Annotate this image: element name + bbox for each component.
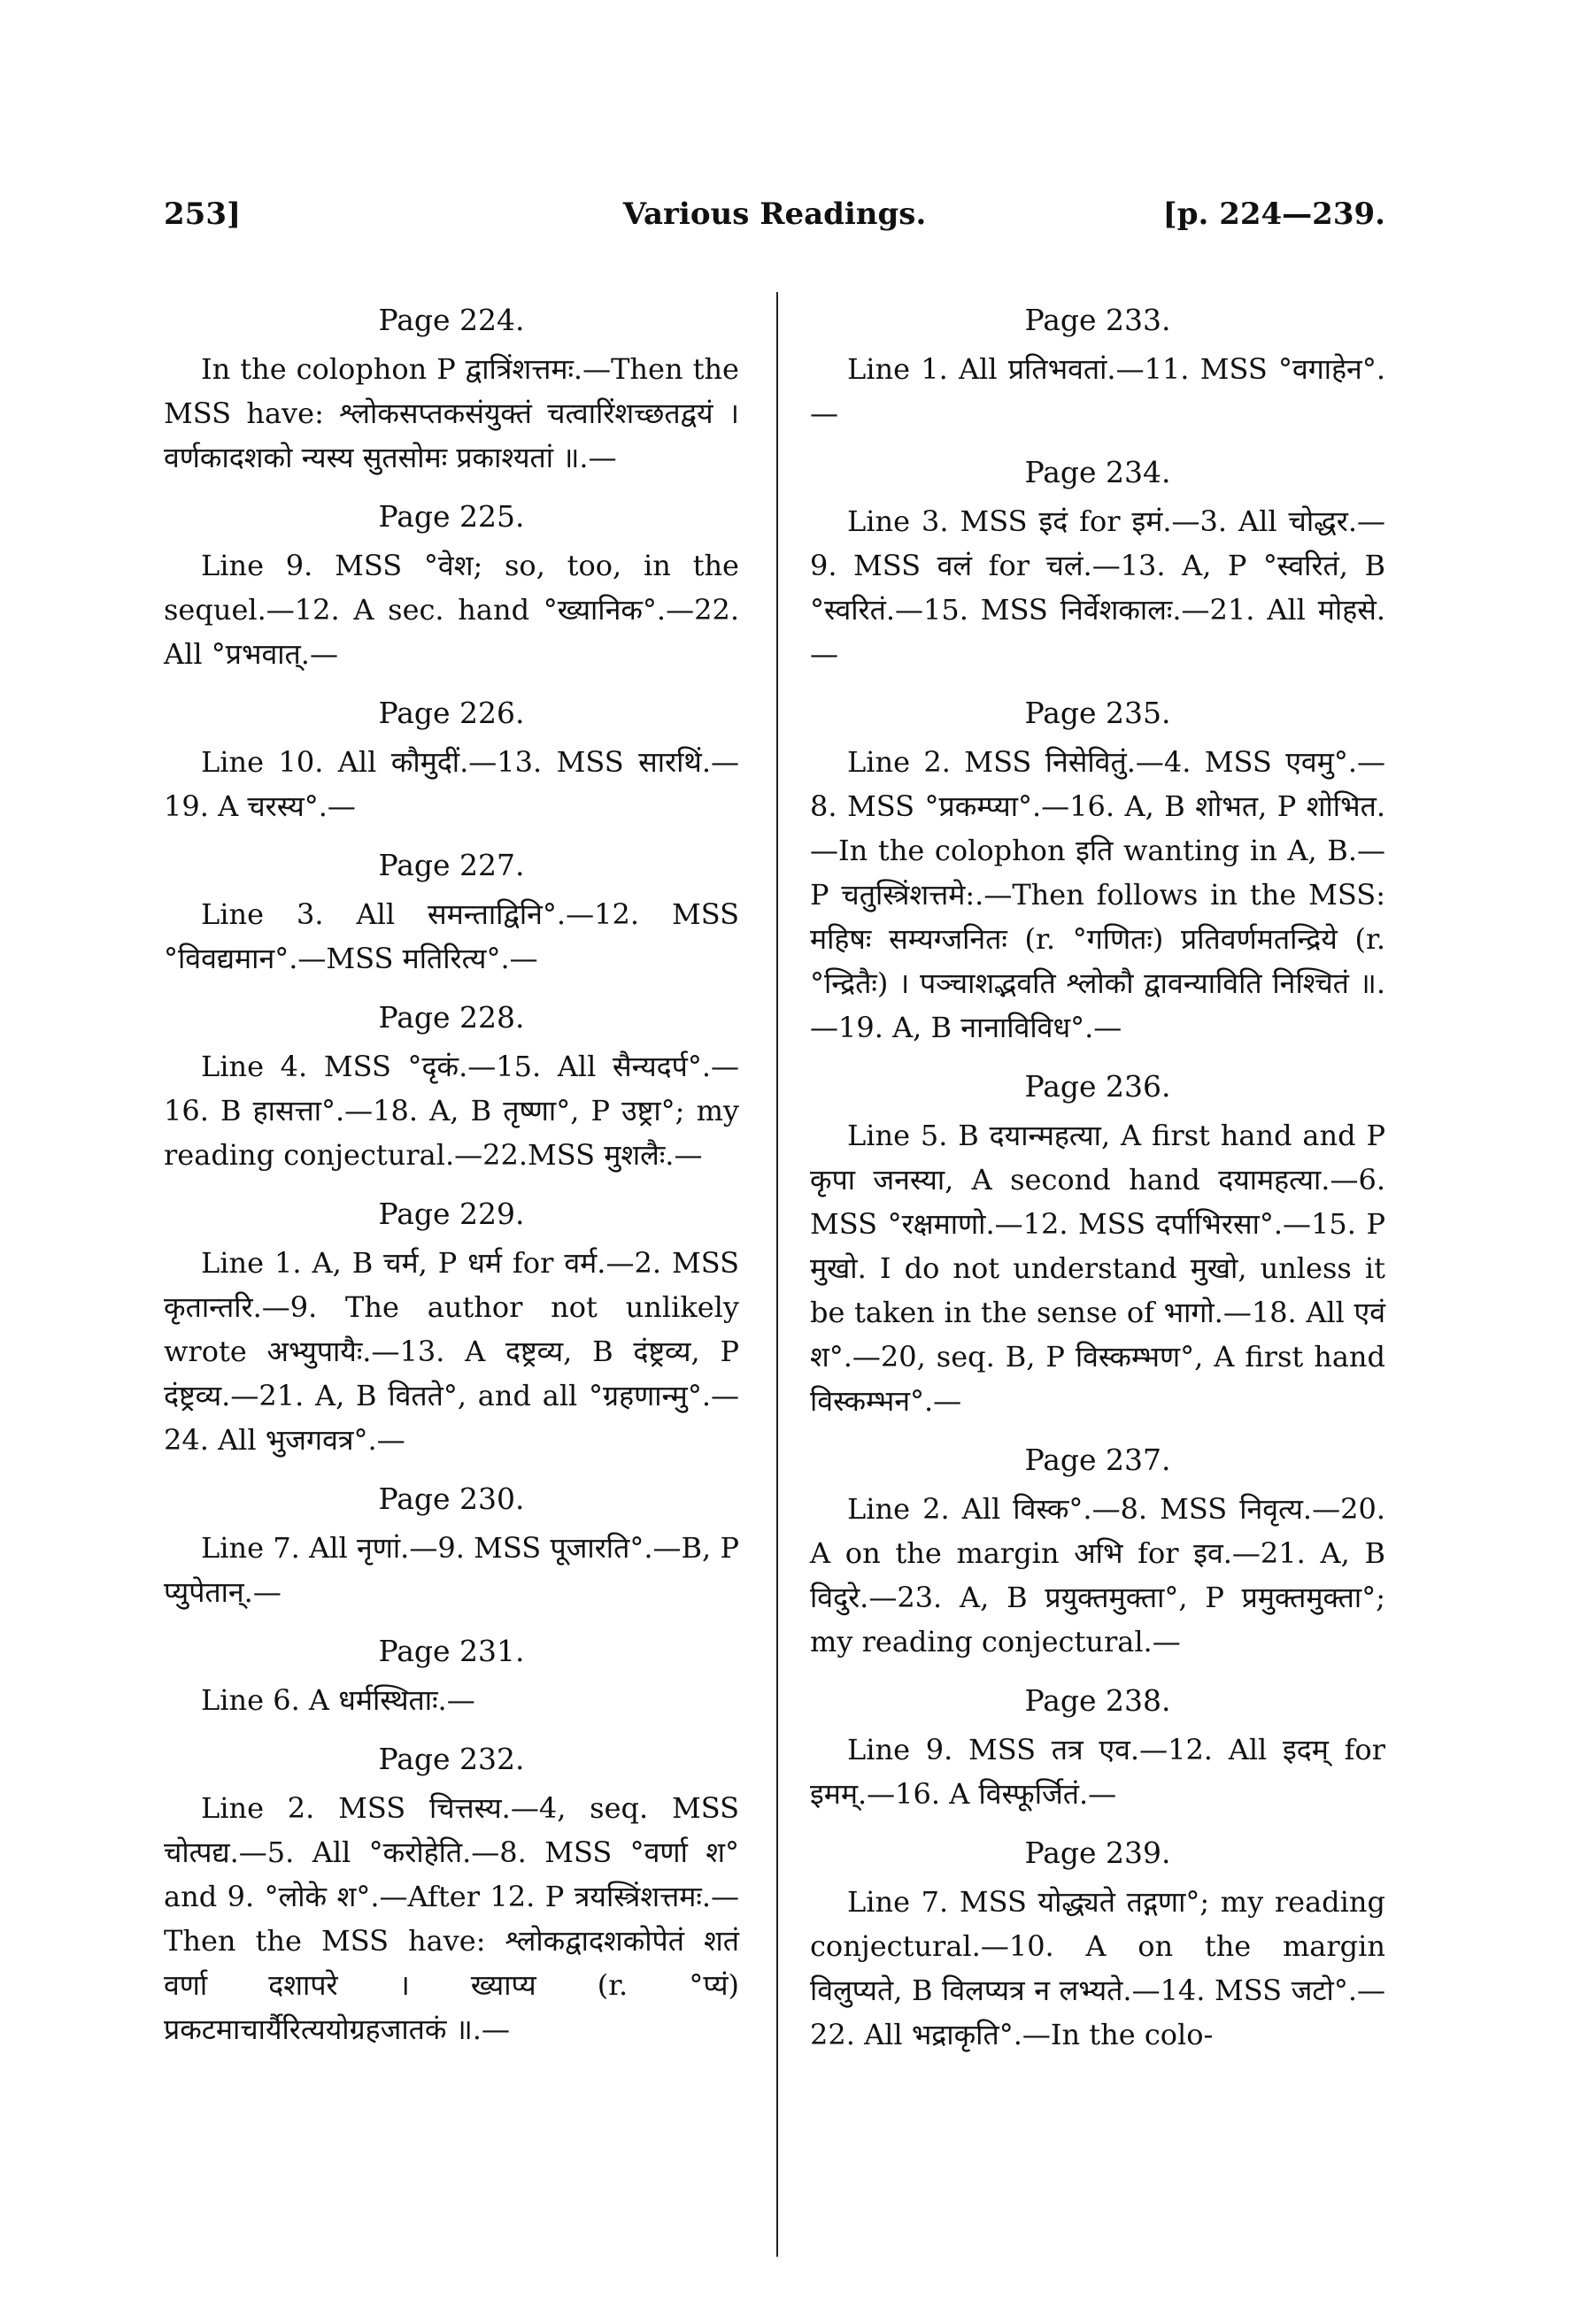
page-heading: Page 233. xyxy=(1024,303,1171,337)
reading-entry: Line 2. All विस्क°.—8. MSS निवृत्य.—20. A on the margin अभि for इव.—21. A, B विदुरे.—23. A, B प्रयुक्तमुक्ता°, P प्रमुक्तमुक्ता°; my reading conjectural.— xyxy=(810,1492,1385,1658)
page-heading: Page 239. xyxy=(1024,1835,1171,1870)
reading-entry: Line 4. MSS °दृकं.—15. All सैन्यदर्प°.—16. B हासत्ता°.—18. A, B तृष्णा°, P उष्ट्रा°; my reading conjectural.—22.MSS मुशलैः.— xyxy=(164,1050,739,1172)
reading-entry: Line 10. All कौमुदीं.—13. MSS सारथिं.—19. A चरस्य°.— xyxy=(164,745,739,823)
reading-entry: Line 9. MSS °वेश; so, too, in the sequel.—12. A sec. hand °ख्यानिक°.—22. All °प्रभवात्.— xyxy=(164,549,739,671)
running-head xyxy=(164,196,1385,250)
page-heading: Page 224. xyxy=(378,303,525,337)
page-heading: Page 230. xyxy=(378,1481,525,1516)
reading-entry: Line 3. All समन्ताद्विनि°.—12. MSS °विवद्यमान°.—MSS मतिरित्य°.— xyxy=(164,897,739,975)
page-heading: Page 231. xyxy=(378,1634,525,1668)
left-column xyxy=(164,292,739,2069)
page-heading: Page 238. xyxy=(1024,1683,1171,1718)
reading-entry: Line 1. A, B चर्म, P धर्म for वर्म.—2. MSS कृतान्तरि.—9. The author not unlikely wrote अभ्युपायैः.—13. A दष्ट्रव्य, B दंष्ट्रव्य, P दंष्ट्रव्य.—21. A, B वितते°, and all °ग्रहणान्मु°.—24. All भुजगवत्र°.— xyxy=(164,1246,739,1457)
reading-entry: Line 6. A धर्मस्थिताः.— xyxy=(201,1683,475,1717)
reading-entry: Line 7. MSS योद्ध्यते तद्गणा°; my reading conjectural.—10. A on the margin विलुप्यते, B विलप्यत्र न लभ्यते.—14. MSS जटो°.—22. All भद्राकृति°.—In the colo- xyxy=(810,1885,1385,2051)
column-divider xyxy=(776,292,778,2257)
page-heading: Page 225. xyxy=(378,499,525,534)
page-heading: Page 227. xyxy=(378,848,525,882)
page-heading: Page 228. xyxy=(378,1000,525,1035)
page-heading: Page 234. xyxy=(1024,455,1171,489)
page-heading: Page 236. xyxy=(1024,1069,1171,1104)
right-column xyxy=(810,292,1385,2074)
folio-number: 253] xyxy=(164,196,242,232)
reading-entry: Line 5. B दयान्महत्या, A first hand and P कृपा जनस्या, A second hand दयामहत्या.—6. MSS °रक्षमाणो.—12. MSS दर्पाभिरसा°.—15. P मुखो. I do not understand मुखो, unless it be taken in the sense of भागो.—18. All एवं श°.—20, seq. B, P विस्कम्भण°, A first hand विस्कम्भन°.— xyxy=(810,1119,1385,1418)
reading-entry: In the colophon P द्वात्रिंशत्तमः.—Then the MSS have: श्लोकसप्तकसंयुक्तं चत्वारिंशच्छतद्वयं । वर्णकादशको न्यस्य सुतसोमः प्रकाश्यतां ॥.— xyxy=(164,352,739,474)
section-title: Various Readings. xyxy=(622,196,927,232)
page-heading: Page 226. xyxy=(378,696,525,730)
reading-entry: Line 1. All प्रतिभवतां.—11. MSS °वगाहेन°.— xyxy=(810,352,1385,430)
page-heading: Page 232. xyxy=(378,1742,525,1776)
page-heading: Page 235. xyxy=(1024,696,1171,730)
reading-entry: Line 9. MSS तत्र एव.—12. All इदम् for इमम्.—16. A विस्फूर्जितं.— xyxy=(810,1733,1385,1811)
page-heading: Page 229. xyxy=(378,1197,525,1231)
page-heading: Page 237. xyxy=(1024,1443,1171,1477)
page-range: [p. 224—239. xyxy=(1162,196,1385,232)
reading-entry: Line 3. MSS इदं for इमं.—3. All चोद्धर.—9. MSS वलं for चलं.—13. A, P °स्वरितं, B °स्वरितं.—15. MSS निर्वेशकालः.—21. All मोहसे.— xyxy=(810,504,1385,671)
reading-entry: Line 2. MSS निसेवितुं.—4. MSS एवमु°.—8. MSS °प्रकम्प्या°.—16. A, B शोभत, P शोभित.—In the colophon इति wanting in A, B.—P चतुस्त्रिंशत्तमे:.—Then follows in the MSS: महिषः सम्यग्जनितः (r. °गणितः) प्रतिवर्णमतन्द्रिये (r. °न्द्रितैः) । पञ्चाशद्भवति श्लोकौ द्वावन्याविति निश्चितं ॥.—19. A, B नानाविविध°.— xyxy=(810,745,1385,1044)
reading-entry: Line 7. All नृणां.—9. MSS पूजारति°.—B, P प्युपेतान्.— xyxy=(164,1531,739,1609)
reading-entry: Line 2. MSS चित्तस्य.—4, seq. MSS चोत्पद्य.—5. All °करोहेति.—8. MSS °वर्णा श° and 9. °लोके श°.—After 12. P त्रयस्त्रिंशत्तमः.—Then the MSS have: श्लोकद्वादशकोपेतं शतं वर्णा दशापरे । ख्याप्य (r. °प्यं) प्रकटमाचार्यैरित्ययोग्रहजातकं ॥.— xyxy=(164,1791,739,2046)
